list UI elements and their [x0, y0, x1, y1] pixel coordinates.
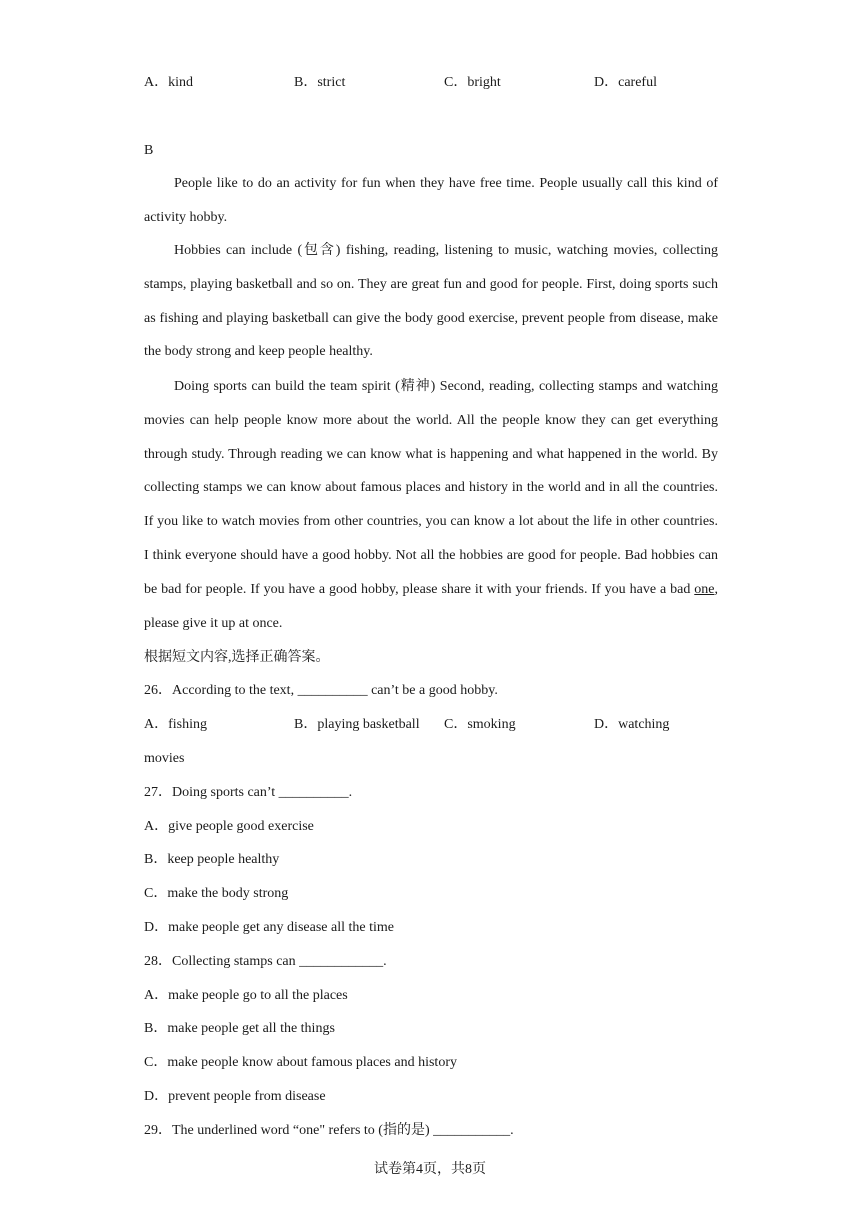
q25-option-d: D．careful — [594, 75, 657, 90]
q28-option-a: A．make people go to all the places — [144, 988, 348, 1003]
passage-text: Doing sports can build the team spirit (精神) Second, reading, collecting stamps and watching movies can help people know more about the world. All the people know they can get everything through study. Through reading we can know what is happening and what happened in the world. By collecting stamps we can know about famous places and history in the world and in all the countries. If you like to watch movies from other countries, you can know a lot about the life in other countries. I think everyone should have a good hobby. Not all the hobbies are good for people. Bad hobbies can be bad for people. If you have a good hobby, please share it with your friends. If you have a bad — [144, 379, 718, 597]
q27-option-c: C．make the body strong — [144, 886, 289, 901]
page-footer: 试卷第4页，共8页 — [374, 1162, 486, 1177]
passage-text-end: , please give it up at once. — [144, 581, 718, 631]
q27-option-d: D．make people get any disease all the time — [144, 920, 394, 935]
q26-option-d: D．watching — [594, 717, 670, 732]
section-label: B — [144, 143, 154, 158]
underlined-word-one: one — [694, 581, 715, 597]
q28-option-d: D．prevent people from disease — [144, 1089, 326, 1104]
q26-option-b: B．playing basketball — [294, 717, 420, 732]
question-26-stem: 26．According to the text, __________ can’t be a good hobby. — [144, 683, 498, 698]
q25-option-a: A．kind — [144, 75, 193, 90]
q27-option-a: A．give people good exercise — [144, 819, 314, 834]
q28-option-c: C．make people know about famous places and history — [144, 1055, 457, 1070]
q26-option-a: A．fishing — [144, 717, 207, 732]
passage-paragraph-2: Hobbies can include (包含) fishing, reading, listening to music, watching movies, collecting stamps, playing basketball and so on. They are great fun and good for people. First, doing sports such as fishing and playing basketball can give the body good exercise, prevent people from disease, make the body strong and keep people healthy. — [144, 243, 718, 360]
passage-paragraph-1: People like to do an activity for fun when they have free time. People usually call this kind of activity hobby. — [144, 176, 718, 225]
question-28-stem: 28．Collecting stamps can ____________. — [144, 954, 387, 969]
q25-option-c: C．bright — [444, 75, 501, 90]
q26-option-c: C．smoking — [444, 717, 516, 732]
question-27-stem: 27．Doing sports can’t __________. — [144, 785, 353, 800]
passage-paragraph-3 — [144, 370, 718, 640]
q25-option-b: B．strict — [294, 75, 346, 90]
q26-option-d-wrap: movies — [144, 751, 185, 766]
question-29-stem: 29．The underlined word “one" refers to (指的是) ___________. — [144, 1123, 514, 1138]
q27-option-b: B．keep people healthy — [144, 852, 280, 867]
q28-option-b: B．make people get all the things — [144, 1021, 335, 1036]
instruction: 根据短文内容,选择正确答案。 — [144, 650, 330, 665]
